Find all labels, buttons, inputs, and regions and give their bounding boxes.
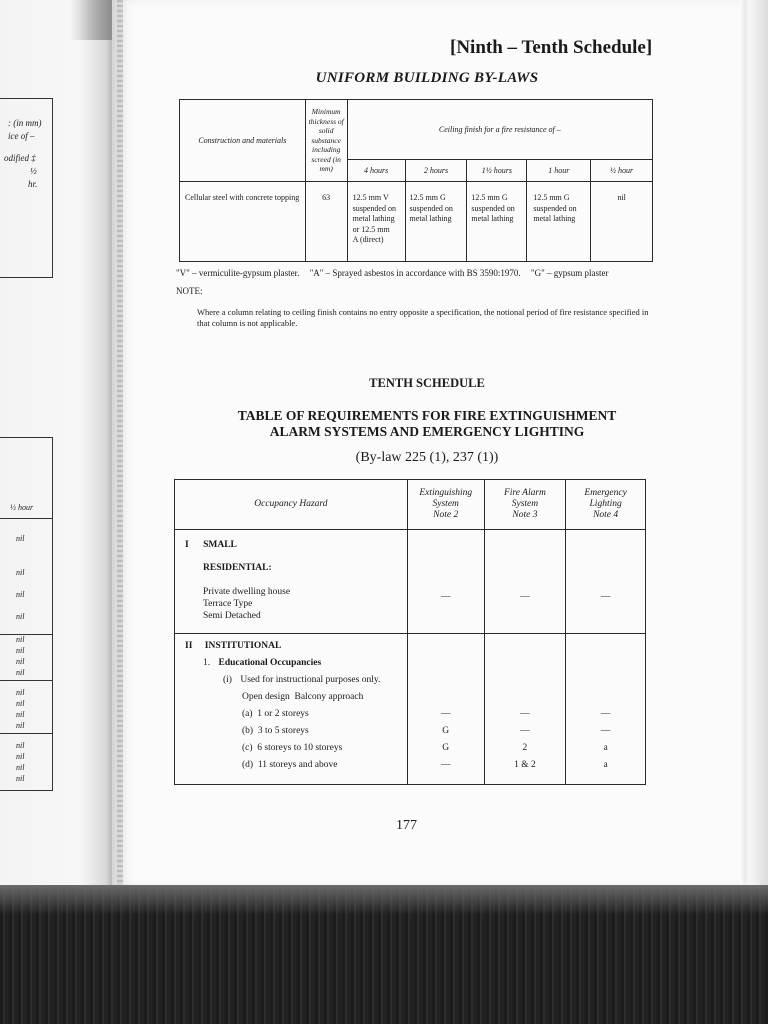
- page-number: 177: [396, 818, 417, 833]
- finish-line: 12.5 mm G: [409, 193, 446, 202]
- list-item: Private dwelling house: [203, 587, 291, 597]
- alarm-value: 1 & 2: [514, 760, 536, 770]
- schedule-heading: TENTH SCHEDULE: [369, 376, 485, 390]
- legend-g: "G" – gypsum plaster: [530, 268, 609, 278]
- lighting-header: [566, 480, 646, 530]
- left-nil-value: nil: [16, 699, 25, 708]
- row-label: (b) 3 to 5 storeys: [242, 726, 309, 736]
- finish-line: or 12.5 mm: [352, 224, 390, 234]
- alarm-header: [484, 480, 566, 530]
- left-header-line: hr.: [28, 179, 38, 189]
- ninth-schedule-table: [179, 99, 653, 262]
- section-sub: RESIDENTIAL:: [203, 563, 272, 573]
- ext-value: G: [442, 743, 450, 753]
- row-label: (a) 1 or 2 storeys: [242, 709, 309, 719]
- item-heading: [185, 672, 407, 689]
- left-nil-value: nil: [16, 721, 25, 730]
- section-title: SMALL: [203, 540, 237, 550]
- finish-line: metal lathing: [471, 214, 514, 223]
- section-small-cell: [175, 530, 408, 634]
- light-value: —: [600, 709, 611, 719]
- thickness-cell: 63: [305, 182, 347, 262]
- left-nil-value: nil: [16, 612, 25, 621]
- left-header-line: ½: [30, 166, 37, 176]
- col-construction-header: Construction and materials: [180, 100, 306, 182]
- alarm-value: —: [520, 726, 530, 736]
- finish-line: metal lathing: [533, 214, 576, 223]
- table-row: [175, 634, 646, 785]
- header-line: Note 4: [593, 510, 619, 520]
- design-label: Open design Balcony approach: [242, 692, 364, 702]
- left-nil-value: nil: [16, 688, 25, 697]
- ext-column-cell: [407, 634, 484, 785]
- alarm-value: —: [520, 709, 530, 719]
- alarm-column-cell: [484, 634, 566, 785]
- left-nil-value: nil: [16, 668, 25, 677]
- header-line: Extinguishing: [419, 488, 473, 498]
- left-page-header-box: [0, 98, 53, 278]
- left-header-line: odified ‡: [4, 153, 36, 163]
- sub-col-half-hour: ½ hour: [591, 160, 653, 182]
- hazard-header: Occupancy Hazard: [175, 480, 408, 530]
- sub-col-1-5-hours: 1½ hours: [467, 160, 527, 182]
- subsection-title: Educational Occupancies: [218, 658, 322, 668]
- header-line: System: [432, 499, 459, 509]
- finish-line: suspended on: [533, 203, 577, 213]
- header-line: System: [511, 499, 539, 509]
- section-institutional-cell: [175, 634, 408, 785]
- header-line: Note 3: [512, 510, 538, 520]
- binding-shadow: [117, 0, 123, 886]
- legend-a: "A" – Sprayed asbestos in accordance with BS 3590:1970.: [309, 268, 521, 278]
- subsection-number: 1.: [203, 658, 211, 668]
- table-title-line-1: TABLE OF REQUIREMENTS FOR FIRE EXTINGUISHMENT: [237, 408, 617, 423]
- note-text: Where a column relating to ceiling finish contains no entry opposite a specification, the notional period of fire resistance specified in that column is not applicable.: [197, 307, 649, 328]
- header-line: Fire Alarm: [503, 488, 546, 498]
- light-value: a: [603, 760, 608, 770]
- subsection-heading: [185, 655, 407, 672]
- legend: [176, 268, 616, 278]
- running-head: [Ninth – Tenth Schedule]: [450, 37, 653, 58]
- left-nil-value: nil: [16, 741, 25, 750]
- light-cell: —: [566, 530, 646, 634]
- finish-half-hour-cell: nil: [591, 182, 653, 262]
- section-numeral: II: [185, 641, 193, 651]
- finish-line: metal lathing: [409, 214, 452, 223]
- left-nil-value: nil: [16, 657, 25, 666]
- light-value: a: [603, 743, 608, 753]
- item-number: (i): [223, 675, 232, 685]
- sub-col-2-hours: 2 hours: [405, 160, 467, 182]
- light-column-cell: [566, 634, 646, 785]
- ext-value: —: [440, 760, 451, 770]
- finish-line: suspended on: [409, 203, 453, 213]
- finish-line: suspended on: [471, 203, 515, 213]
- left-nil-value: nil: [16, 710, 25, 719]
- left-nil-value: nil: [16, 568, 25, 577]
- left-nil-value: nil: [16, 635, 25, 644]
- ext-value: —: [440, 709, 451, 719]
- page-edge: [740, 0, 768, 886]
- finish-line: suspended on: [352, 203, 396, 213]
- legend-v: "V" – vermiculite-gypsum plaster.: [176, 268, 300, 278]
- item-text: Used for instructional purposes only.: [240, 675, 381, 685]
- finish-line: 12.5 mm V: [352, 193, 389, 202]
- book-title: UNIFORM BUILDING BY-LAWS: [315, 70, 539, 86]
- finish-2-hours-cell: [405, 182, 467, 262]
- sub-col-1-hour: 1 hour: [527, 160, 591, 182]
- col-finish-header: Ceiling finish for a fire resistance of –: [347, 100, 652, 160]
- left-header-line: : (in mm): [8, 118, 42, 128]
- tenth-schedule-table: [174, 479, 646, 785]
- material-cell: Cellular steel with concrete topping: [180, 182, 306, 262]
- alarm-value: 2: [522, 743, 528, 753]
- table-row: [175, 530, 646, 634]
- table-title: [112, 408, 742, 440]
- bylaw-reference: (By-law 225 (1), 237 (1)): [355, 450, 499, 465]
- left-page-table-box: [0, 437, 53, 791]
- finish-line: 12.5 mm G: [533, 193, 570, 202]
- section-numeral: I: [185, 540, 189, 550]
- col-thickness-header: Minimum thickness of solid substance including screed (in mm): [305, 100, 347, 182]
- ext-value: G: [442, 726, 450, 736]
- left-col-header: ½ hour: [10, 503, 34, 512]
- left-nil-value: nil: [16, 763, 25, 772]
- section-title: INSTITUTIONAL: [204, 641, 282, 651]
- left-nil-value: nil: [16, 752, 25, 761]
- finish-1-hour-cell: [527, 182, 591, 262]
- note-label: NOTE:: [176, 286, 203, 296]
- ext-cell: —: [407, 530, 484, 634]
- section-heading: [185, 538, 407, 552]
- light-value: —: [600, 726, 611, 736]
- left-header-line: ice of –: [8, 131, 35, 141]
- scanner-background: [0, 885, 768, 1024]
- section-heading: [185, 638, 407, 655]
- header-line: Note 2: [433, 510, 459, 520]
- sub-col-4-hours: 4 hours: [347, 160, 405, 182]
- finish-line: 12.5 mm G: [471, 193, 508, 202]
- left-nil-value: nil: [16, 590, 25, 599]
- extinguishing-header: [407, 480, 484, 530]
- left-nil-value: nil: [16, 646, 25, 655]
- table-title-line-2: ALARM SYSTEMS AND EMERGENCY LIGHTING: [269, 424, 585, 439]
- finish-line: A (direct): [352, 235, 384, 244]
- row-label: (d) 11 storeys and above: [242, 760, 338, 770]
- list-item: Terrace Type: [203, 599, 253, 609]
- alarm-cell: —: [484, 530, 566, 634]
- row-label: (c) 6 storeys to 10 storeys: [242, 743, 343, 753]
- header-line: Lighting: [589, 499, 622, 509]
- header-line: Emergency: [584, 488, 627, 498]
- left-nil-value: nil: [16, 534, 25, 543]
- finish-4-hours-cell: [347, 182, 405, 262]
- left-nil-value: nil: [16, 774, 25, 783]
- finish-1-5-hours-cell: [467, 182, 527, 262]
- list-item: Semi Detached: [203, 611, 261, 621]
- finish-line: metal lathing: [352, 214, 395, 223]
